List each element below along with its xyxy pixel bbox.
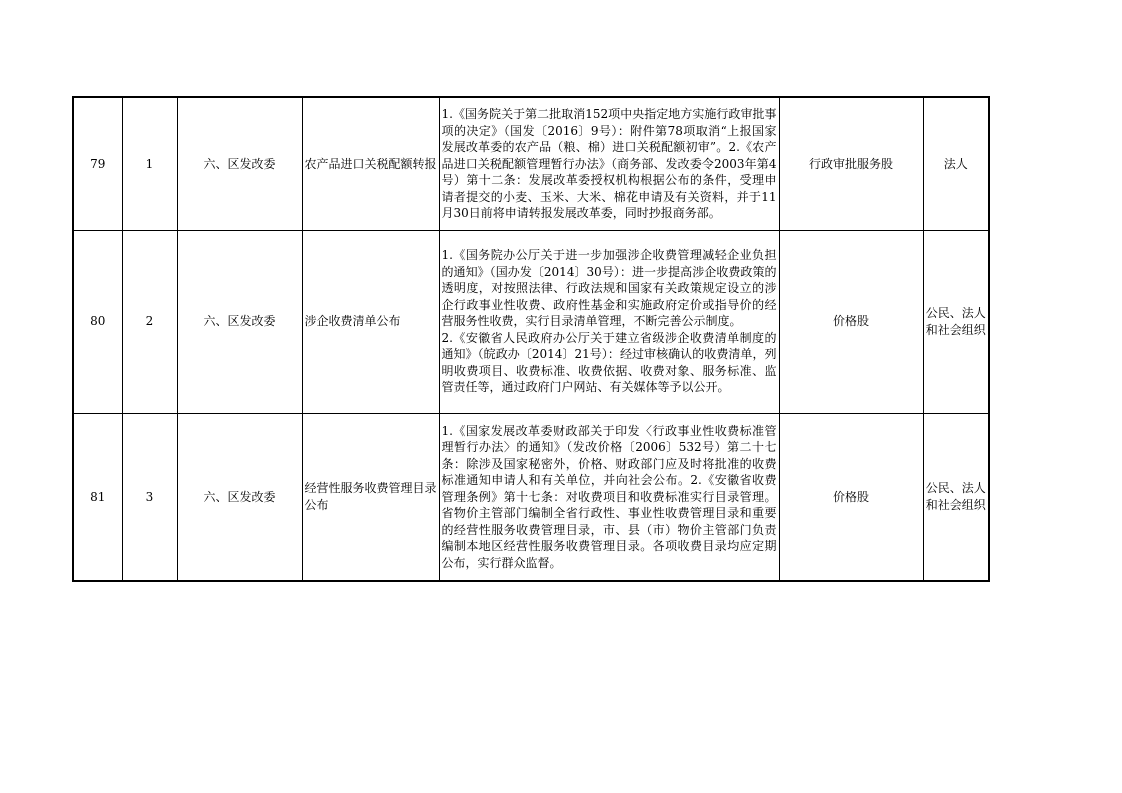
row-number-cell: 80 — [73, 230, 122, 413]
target-cell: 法人 — [923, 97, 989, 230]
legal-basis-text: 1.《国务院关于第二批取消152项中央指定地方实施行政审批事项的决定》（国发〔2016〕9号）：附件第78项取消“上报国家发展改革委的农产品（粮、棉）进口关税配额初审”。2.《农产品进口关税配额管理暂行办法》（商务部、发改委令2003年第4号）第十二条：发展改革委授权机构根据公布的条件，受理申请者提交的小麦、玉米、大米、棉花申请及有关资料，并于11月30日前将申请转报发展改革委，同时抄报商务部。 — [441, 107, 777, 220]
item-name-cell: 农产品进口关税配额转报 — [302, 97, 439, 230]
admin-items-table — [72, 96, 990, 582]
target-cell: 公民、法人和社会组织 — [923, 413, 989, 581]
responsible-unit-cell: 行政审批服务股 — [779, 97, 923, 230]
legal-basis-text: 1.《国家发展改革委财政部关于印发〈行政事业性收费标准管理暂行办法〉的通知》（发改价格〔2006〕532号）第二十七条：除涉及国家秘密外，价格、财政部门应及时将批准的收费标准通知申请人和有关单位，并向社会公布。2.《安徽省收费管理条例》第十七条：对收费项目和收费标准实行目录管理。省物价主管部门编制全省行政性、事业性收费管理目录和重要的经营性服务收费管理目录，市、县（市）物价主管部门负责编制本地区经营性服务收费管理目录。各项收费目录均应定期公布，实行群众监督。 — [441, 423, 777, 570]
table-row — [73, 413, 989, 581]
legal-basis-cell — [439, 413, 779, 581]
department-cell: 六、区发改委 — [177, 97, 302, 230]
table-row — [73, 230, 989, 413]
legal-basis-cell — [439, 230, 779, 413]
spreadsheet-page — [72, 96, 988, 582]
target-cell: 公民、法人和社会组织 — [923, 230, 989, 413]
legal-basis-cell — [439, 97, 779, 230]
item-name-cell: 涉企收费清单公布 — [302, 230, 439, 413]
item-name-cell: 经营性服务收费管理目录公布 — [302, 413, 439, 581]
sequence-cell: 2 — [122, 230, 177, 413]
responsible-unit-cell: 价格股 — [779, 413, 923, 581]
row-number-cell: 79 — [73, 97, 122, 230]
sequence-cell: 3 — [122, 413, 177, 581]
department-cell: 六、区发改委 — [177, 230, 302, 413]
department-cell: 六、区发改委 — [177, 413, 302, 581]
sequence-cell: 1 — [122, 97, 177, 230]
row-number-cell: 81 — [73, 413, 122, 581]
table-row — [73, 97, 989, 230]
responsible-unit-cell: 价格股 — [779, 230, 923, 413]
legal-basis-text: 1.《国务院办公厅关于进一步加强涉企收费管理减轻企业负担的通知》（国办发〔2014〕30号）：进一步提高涉企收费政策的透明度，对按照法律、行政法规和国家有关政策规定设立的涉企行政事业性收费、政府性基金和实施政府定价或指导价的经营服务性收费，实行目录清单管理，不断完善公示制度。 — [441, 248, 777, 329]
legal-basis-text-2: 2.《安徽省人民政府办公厅关于建立省级涉企收费清单制度的通知》（皖政办〔2014〕21号）：经过审核确认的收费清单，列明收费项目、收费标准、收费依据、收费对象、服务标准、监管责任等，通过政府门户网站、有关媒体等予以公开。 — [441, 330, 777, 395]
